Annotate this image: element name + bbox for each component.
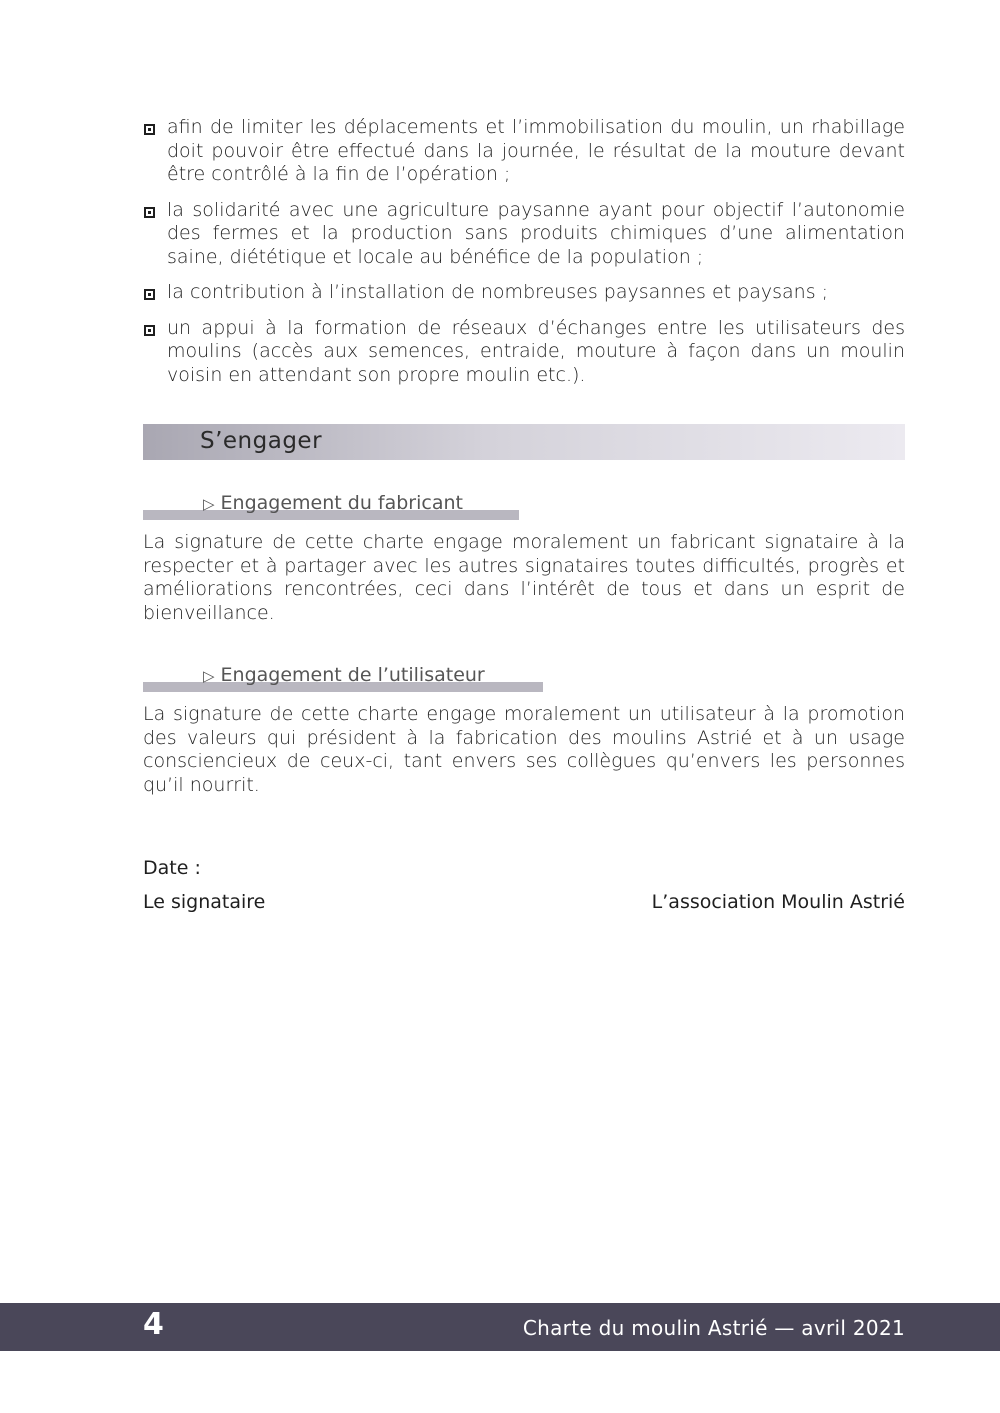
subheading-utilisateur bbox=[143, 664, 543, 692]
paragraph-fabricant: La signature de cette charte engage moralement un fabricant signataire à la respecter et à partager avec les autres signataires toutes difficultés, progrès et améliorations rencontrées, ceci dans l’intérêt de tous et dans un esprit de bienveillance. bbox=[143, 531, 905, 624]
signature-row bbox=[143, 891, 905, 913]
square-bullet-icon bbox=[144, 325, 155, 336]
footer-title: Charte du moulin Astrié — avril 2021 bbox=[522, 1316, 905, 1340]
square-bullet-icon bbox=[144, 124, 155, 135]
subheading-label bbox=[203, 492, 463, 514]
list-item bbox=[143, 199, 905, 270]
signatory-label: Le signataire bbox=[143, 891, 266, 913]
list-item bbox=[143, 317, 905, 388]
date-label: Date : bbox=[143, 857, 201, 879]
section-header bbox=[143, 424, 905, 460]
triangle-right-icon: ▷ bbox=[203, 495, 215, 513]
square-bullet-icon bbox=[144, 289, 155, 300]
triangle-right-icon: ▷ bbox=[203, 667, 215, 685]
association-label: L’association Moulin Astrié bbox=[651, 891, 905, 913]
bullet-text: la solidarité avec une agriculture paysanne ayant pour objectif l’autonomie des fermes et la production sans produits chimiques d’une alimentation saine, diététique et locale au bénéfice de la population ; bbox=[167, 198, 905, 268]
section-title: S’engager bbox=[200, 428, 323, 454]
square-bullet-icon bbox=[144, 207, 155, 218]
subheading-text: Engagement du fabricant bbox=[220, 492, 463, 514]
date-row bbox=[143, 857, 905, 879]
subheading-text: Engagement de l’utilisateur bbox=[220, 664, 485, 686]
page-footer bbox=[0, 1303, 1000, 1351]
list-item bbox=[143, 281, 905, 305]
subheading-label bbox=[203, 664, 485, 686]
page-number: 4 bbox=[143, 1307, 164, 1342]
bullet-list bbox=[143, 116, 905, 387]
bullet-text: un appui à la formation de réseaux d’échanges entre les utilisateurs des moulins (accès aux semences, entraide, mouture à façon dans un moulin voisin en attendant son propre moulin etc.). bbox=[167, 316, 905, 386]
bullet-text: la contribution à l’installation de nombreuses paysannes et paysans ; bbox=[167, 281, 829, 303]
bullet-list-container bbox=[143, 116, 905, 399]
bullet-text: afin de limiter les déplacements et l’immobilisation du moulin, un rhabillage doit pouvoir être effectué dans la journée, le résultat de la mouture devant être contrôlé à la fin de l’opération ; bbox=[167, 116, 905, 185]
paragraph-utilisateur: La signature de cette charte engage moralement un utilisateur à la promotion des valeurs qui président à la fabrication des moulins Astrié et à un usage consciencieux de ceux-ci, tant envers ses collègues qu’envers les personnes qu’il nourrit. bbox=[143, 703, 905, 796]
list-item bbox=[143, 116, 905, 187]
subheading-fabricant bbox=[143, 492, 519, 520]
